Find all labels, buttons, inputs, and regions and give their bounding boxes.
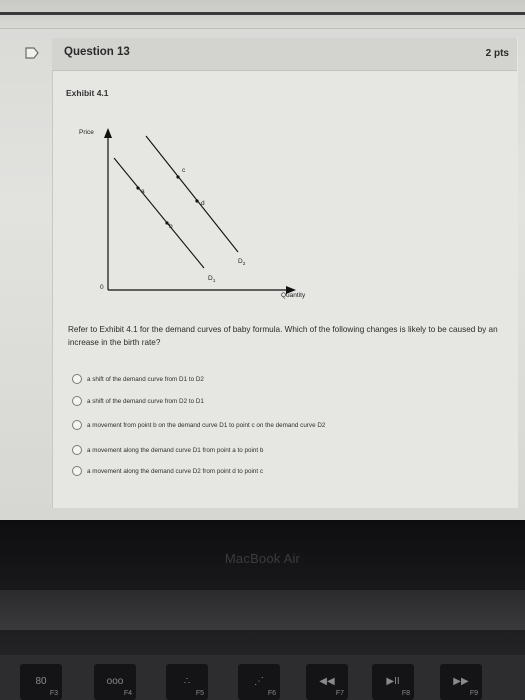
y-axis-label: Price [79,129,94,136]
point-d-label: d [201,200,205,207]
question-prompt: Refer to Exhibit 4.1 for the demand curves of baby formula. Which of the following changes is likely to be caused by an increase in the birth rate? [68,325,498,347]
key-f6[interactable] [238,664,280,700]
point-c-marker [176,175,179,178]
radio-button[interactable] [72,445,82,455]
answer-option-5[interactable] [72,464,263,478]
key-label: F9 [469,690,478,697]
flag-icon[interactable] [24,46,40,60]
key-f3[interactable] [20,664,62,700]
answer-option-4[interactable] [72,443,263,457]
keyboard-backlight-up-icon: ⋰ [254,676,264,687]
answer-option-1[interactable] [72,372,204,386]
radio-button[interactable] [72,374,82,384]
y-axis-arrow [104,128,112,138]
x-axis-label: Quantity [281,292,306,299]
fast-forward-icon: ▶▶ [453,676,469,687]
answer-option-2[interactable] [72,394,204,408]
key-label: F5 [195,690,204,697]
mission-control-icon: 80 [35,676,47,687]
key-f7[interactable] [306,664,348,700]
question-points: 2 pts [485,48,509,59]
key-f4[interactable] [94,664,136,700]
point-d-marker [195,199,198,202]
demand-curve-d2 [146,136,238,252]
answer-option-label: a movement from point b on the demand curve D1 to point c on the demand curve D2 [87,421,326,429]
origin-label: 0 [100,284,104,291]
key-label: F8 [401,690,410,697]
key-label: F3 [49,690,58,697]
play-pause-icon: ▶II [386,676,400,687]
radio-button[interactable] [72,420,82,430]
demand-curve-d1 [114,158,204,268]
exhibit-label: Exhibit 4.1 [66,88,109,98]
launchpad-icon: ooo [106,676,124,687]
point-a-label: a [141,188,145,195]
key-f8[interactable] [372,664,414,700]
radio-button[interactable] [72,396,82,406]
curve-d2-label: $D_2$ [238,258,246,267]
answer-option-label: a movement along the demand curve D2 from point d to point c [87,467,264,475]
key-f5[interactable] [166,664,208,700]
answer-option-label: a movement along the demand curve D1 from point a to point b [87,446,264,454]
key-label: F4 [123,690,132,697]
key-label: F6 [267,690,276,697]
question-title: Question 13 [64,46,130,58]
keyboard-backlight-down-icon: ∴ [183,676,191,687]
rewind-icon: ◀◀ [319,676,335,687]
demand-chart [72,118,332,308]
point-b-label: b [169,223,173,230]
curve-d1-label: $D_1$ [208,275,216,284]
answer-option-label: a shift of the demand curve from D2 to D1 [87,397,204,405]
key-f9[interactable] [440,664,482,700]
answer-option-3[interactable] [72,418,325,432]
key-label: F7 [335,690,344,697]
top-divider-line [0,12,525,15]
radio-button[interactable] [72,466,82,476]
bezel-brand-label: MacBook Air [224,551,301,566]
point-c-label: c [182,167,186,174]
answer-option-label: a shift of the demand curve from D1 to D2 [87,375,204,383]
laptop-hinge [0,590,525,630]
point-a-marker [136,186,139,189]
